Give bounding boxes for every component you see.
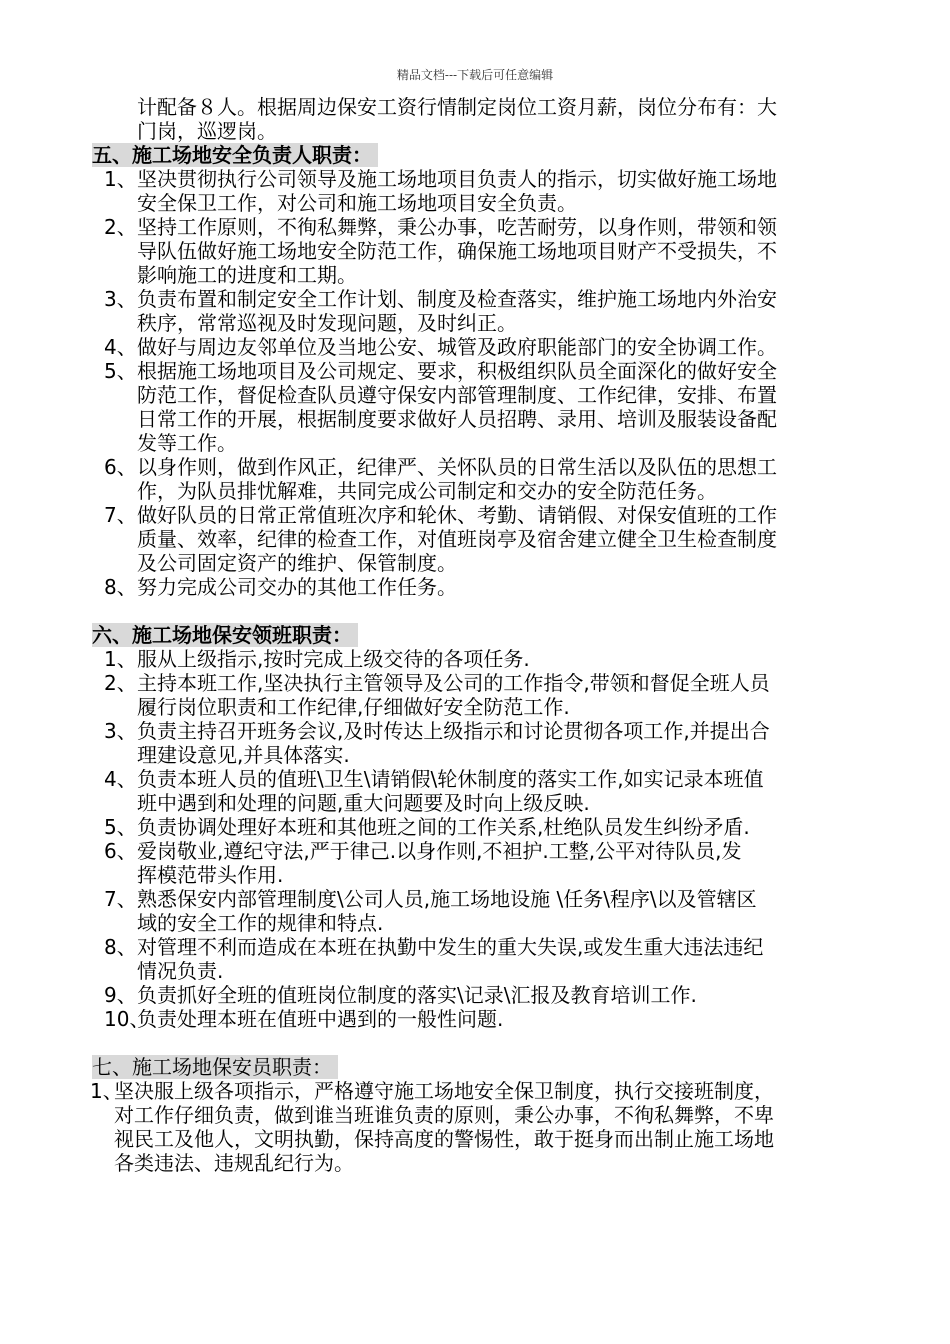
item-text-line: 做好与周边友邻单位及当地公安、城管及政府职能部门的安全协调工作。 [137, 335, 777, 359]
item-text-line: 负责协调处理好本班和其他班之间的工作关系,杜绝队员发生纠纷矛盾. [137, 815, 750, 839]
item-text-line: 负责主持召开班务会议,及时传达上级指示和讨论贯彻各项工作,并提出合 [137, 719, 770, 743]
section5-item-6 [92, 455, 872, 503]
item-number: 1、 [104, 647, 137, 671]
item-number: 7、 [104, 887, 137, 911]
item-text-line: 防范工作，督促检查队员遵守保安内部管理制度、工作纪律，安排、布置 [137, 383, 777, 407]
section6-list [92, 647, 872, 1031]
item-number: 1、 [104, 167, 137, 191]
section5-item-3 [92, 287, 872, 335]
item-text-line: 根据施工场地项目及公司规定、要求，积极组织队员全面深化的做好安全 [137, 359, 777, 383]
item-number: 2、 [104, 215, 137, 239]
item-text-line: 负责本班人员的值班\卫生\请销假\轮休制度的落实工作,如实记录本班值 [137, 767, 764, 791]
item-number: 9、 [104, 983, 137, 1007]
item-text-line: 坚决贯彻执行公司领导及施工场地项目负责人的指示，切实做好施工场地 [137, 167, 777, 191]
section6-item-1 [92, 647, 872, 671]
item-number: 3、 [104, 719, 137, 743]
item-text-line: 负责处理本班在值班中遇到的一般性问题. [137, 1007, 504, 1031]
section5-item-4 [92, 335, 872, 359]
item-text-line: 负责布置和制定安全工作计划、制度及检查落实，维护施工场地内外治安 [137, 287, 777, 311]
section5-item-7 [92, 503, 872, 575]
section6-heading-row [92, 623, 872, 647]
section7-heading-row [92, 1055, 872, 1079]
item-text-line: 日常工作的开展，根据制度要求做好人员招聘、录用、培训及服装设备配 [137, 407, 777, 431]
section6-item-4 [92, 767, 872, 815]
item-text-line: 秩序，常常巡视及时发现问题，及时纠正。 [137, 311, 517, 335]
section6-item-2 [92, 671, 872, 719]
section7-item-1 [92, 1079, 872, 1175]
item-text-line: 做好队员的日常正常值班次序和轮休、考勤、请销假、对保安值班的工作 [137, 503, 777, 527]
section5-item-1 [92, 167, 872, 215]
item-text-line: 及公司固定资产的维护、保管制度。 [137, 551, 457, 575]
item-text-line: 班中遇到和处理的问题,重大问题要及时向上级反映. [137, 791, 590, 815]
item-text-line: 各类违法、违规乱纪行为。 [114, 1151, 354, 1175]
item-number: 6、 [104, 455, 137, 479]
item-text-line: 负责抓好全班的值班岗位制度的落实\记录\汇报及教育培训工作. [137, 983, 697, 1007]
item-number: 2、 [104, 671, 137, 695]
item-text-line: 服从上级指示,按时完成上级交待的各项任务. [137, 647, 530, 671]
item-number: 3、 [104, 287, 137, 311]
item-number: 8、 [104, 575, 137, 599]
intro-line: 门岗，巡逻岗。 [137, 119, 277, 143]
document-body [92, 95, 872, 1175]
item-text-line: 对工作仔细负责，做到谁当班谁负责的原则，秉公办事，不徇私舞弊，不卑 [114, 1103, 774, 1127]
section6-heading: 六、施工场地保安领班职责： [92, 623, 358, 647]
section5-list [92, 167, 872, 599]
section7-list [92, 1079, 872, 1175]
page-header: 精品文档---下载后可任意编辑 [396, 68, 554, 82]
item-number: 5、 [104, 359, 137, 383]
item-number: 4、 [104, 335, 137, 359]
item-text-line: 影响施工的进度和工期。 [137, 263, 357, 287]
item-text-line: 坚决服上级各项指示，严格遵守施工场地安全保卫制度，执行交接班制度， [114, 1079, 774, 1103]
section5-heading: 五、施工场地安全负责人职责： [92, 143, 378, 167]
section5-item-5 [92, 359, 872, 455]
section6-item-3 [92, 719, 872, 767]
item-text-line: 安全保卫工作，对公司和施工场地项目安全负责。 [137, 191, 577, 215]
item-text-line: 对管理不利而造成在本班在执勤中发生的重大失误,或发生重大违法违纪 [137, 935, 764, 959]
section6-item-8 [92, 935, 872, 983]
section6-item-7 [92, 887, 872, 935]
item-number: 5、 [104, 815, 137, 839]
item-text-line: 履行岗位职责和工作纪律,仔细做好安全防范工作. [137, 695, 570, 719]
item-text-line: 挥模范带头作用. [137, 863, 284, 887]
item-text-line: 情况负责. [137, 959, 224, 983]
item-number: 4、 [104, 767, 137, 791]
item-number: 1、 [90, 1079, 123, 1103]
section5-heading-row [92, 143, 872, 167]
item-number: 7、 [104, 503, 137, 527]
item-text-line: 理建设意见,并具体落实. [137, 743, 350, 767]
section5-item-8 [92, 575, 872, 599]
intro-paragraph [92, 95, 872, 143]
section5-item-2 [92, 215, 872, 287]
section6-item-6 [92, 839, 872, 887]
intro-line: 计配备８人。根据周边保安工资行情制定岗位工资月薪，岗位分布有：大 [137, 95, 777, 119]
item-text-line: 作，为队员排忧解难，共同完成公司制定和交办的安全防范任务。 [137, 479, 717, 503]
item-text-line: 质量、效率，纪律的检查工作，对值班岗亭及宿舍建立健全卫生检查制度 [137, 527, 777, 551]
item-text-line: 域的安全工作的规律和特点. [137, 911, 384, 935]
item-text-line: 努力完成公司交办的其他工作任务。 [137, 575, 457, 599]
item-number: 10、 [104, 1007, 150, 1031]
section7-heading: 七、施工场地保安员职责： [92, 1055, 338, 1079]
section6-item-9 [92, 983, 872, 1007]
item-text-line: 爱岗敬业,遵纪守法,严于律己.以身作则,不袒护.工整,公平对待队员,发 [137, 839, 742, 863]
item-text-line: 坚持工作原则，不徇私舞弊，秉公办事，吃苦耐劳，以身作则，带领和领 [137, 215, 777, 239]
item-text-line: 发等工作。 [137, 431, 237, 455]
item-text-line: 导队伍做好施工场地安全防范工作，确保施工场地项目财产不受损失，不 [137, 239, 777, 263]
item-text-line: 视民工及他人，文明执勤，保持高度的警惕性，敢于挺身而出制止施工场地 [114, 1127, 774, 1151]
section6-item-5 [92, 815, 872, 839]
item-number: 8、 [104, 935, 137, 959]
item-text-line: 熟悉保安内部管理制度\公司人员,施工场地设施 \任务\程序\以及管辖区 [137, 887, 757, 911]
section6-item-10 [92, 1007, 872, 1031]
item-text-line: 以身作则，做到作风正，纪律严、关怀队员的日常生活以及队伍的思想工 [137, 455, 777, 479]
item-number: 6、 [104, 839, 137, 863]
item-text-line: 主持本班工作,坚决执行主管领导及公司的工作指令,带领和督促全班人员 [137, 671, 770, 695]
